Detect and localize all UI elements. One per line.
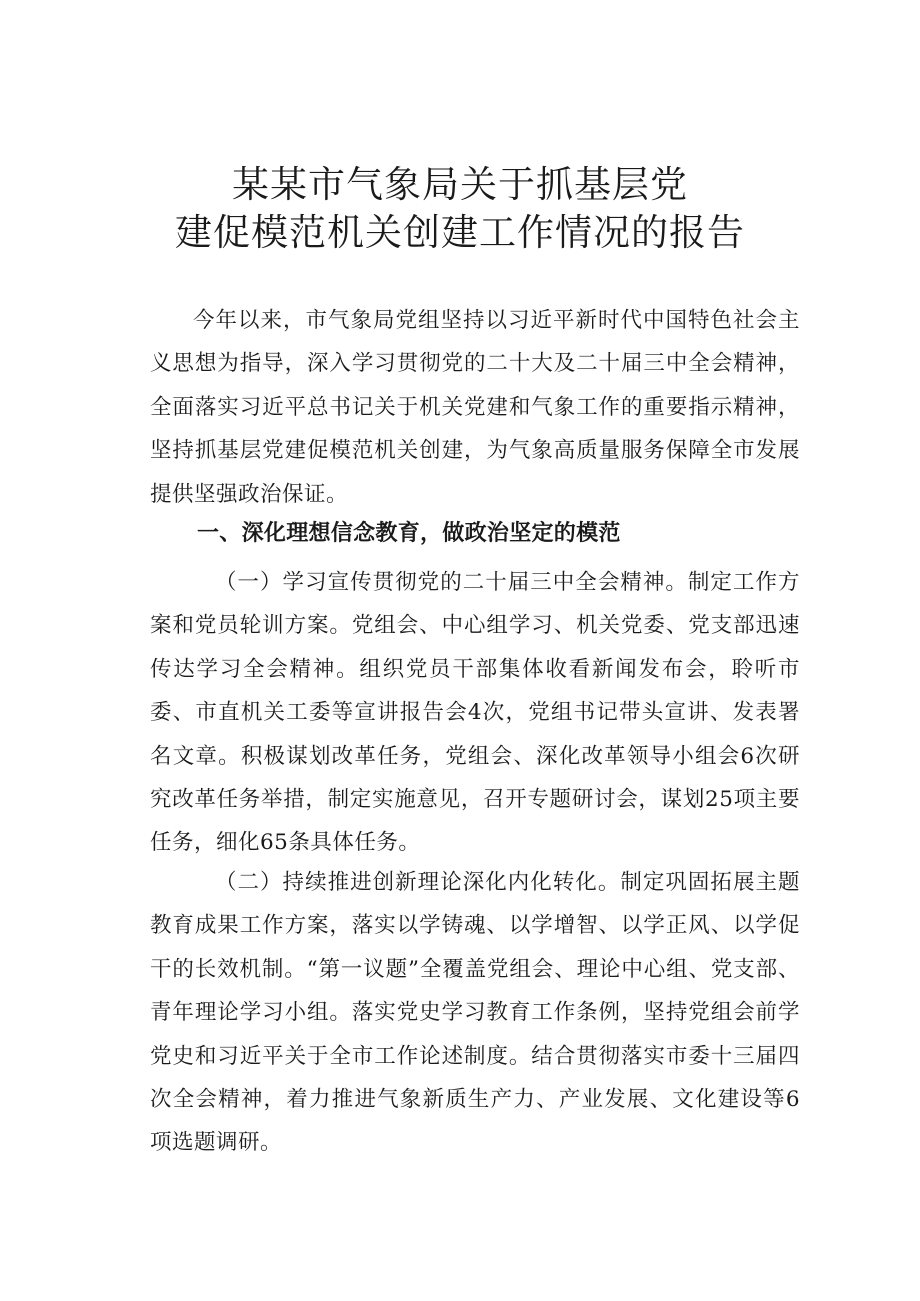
document-title-line-1: 某某市气象局关于抓基层党 — [232, 163, 688, 206]
document-title-line-2: 建促模范机关创建工作情况的报告 — [175, 211, 745, 254]
intro-paragraph: 今年以来，市气象局党组坚持以习近平新时代中国特色社会主义思想为指导，深入学习贯彻党的二十大及二十届三中全会精神，全面落实习近平总书记关于机关党建和气象工作的重要指示精神，坚持抓基层党建促模范机关创建，为气象高质量服务保障全市发展提供坚强政治保证。 — [150, 308, 800, 507]
paragraph-1: （一）学习宣传贯彻党的二十届三中全会精神。制定工作方案和党员轮训方案。党组会、中心组学习、机关党委、党支部迅速传达学习全会精神。组织党员干部集体收看新闻发布会，聆听市委、市直机关工委等宣讲报告会4次，党组书记带头宣讲、发表署名文章。积极谋划改革任务，党组会、深化改革领导小组会6次研究改革任务举措，制定实施意见，召开专题研讨会，谋划25项主要任务，细化65条具体任务。 — [150, 570, 800, 856]
section-1-heading: 一、深化理想信念教育，做政治坚定的模范 — [197, 521, 621, 546]
paragraph-2: （二）持续推进创新理论深化内化转化。制定巩固拓展主题教育成果工作方案，落实以学铸魂、以学增智、以学正风、以学促干的长效机制。“第一议题”全覆盖党组会、理论中心组、党支部、青年理论学习小组。落实党史学习教育工作条例，坚持党组会前学党史和习近平关于全市工作论述制度。结合贯彻落实市委十三届四次全会精神，着力推进气象新质生产力、产业发展、文化建设等6项选题调研。 — [150, 870, 800, 1156]
